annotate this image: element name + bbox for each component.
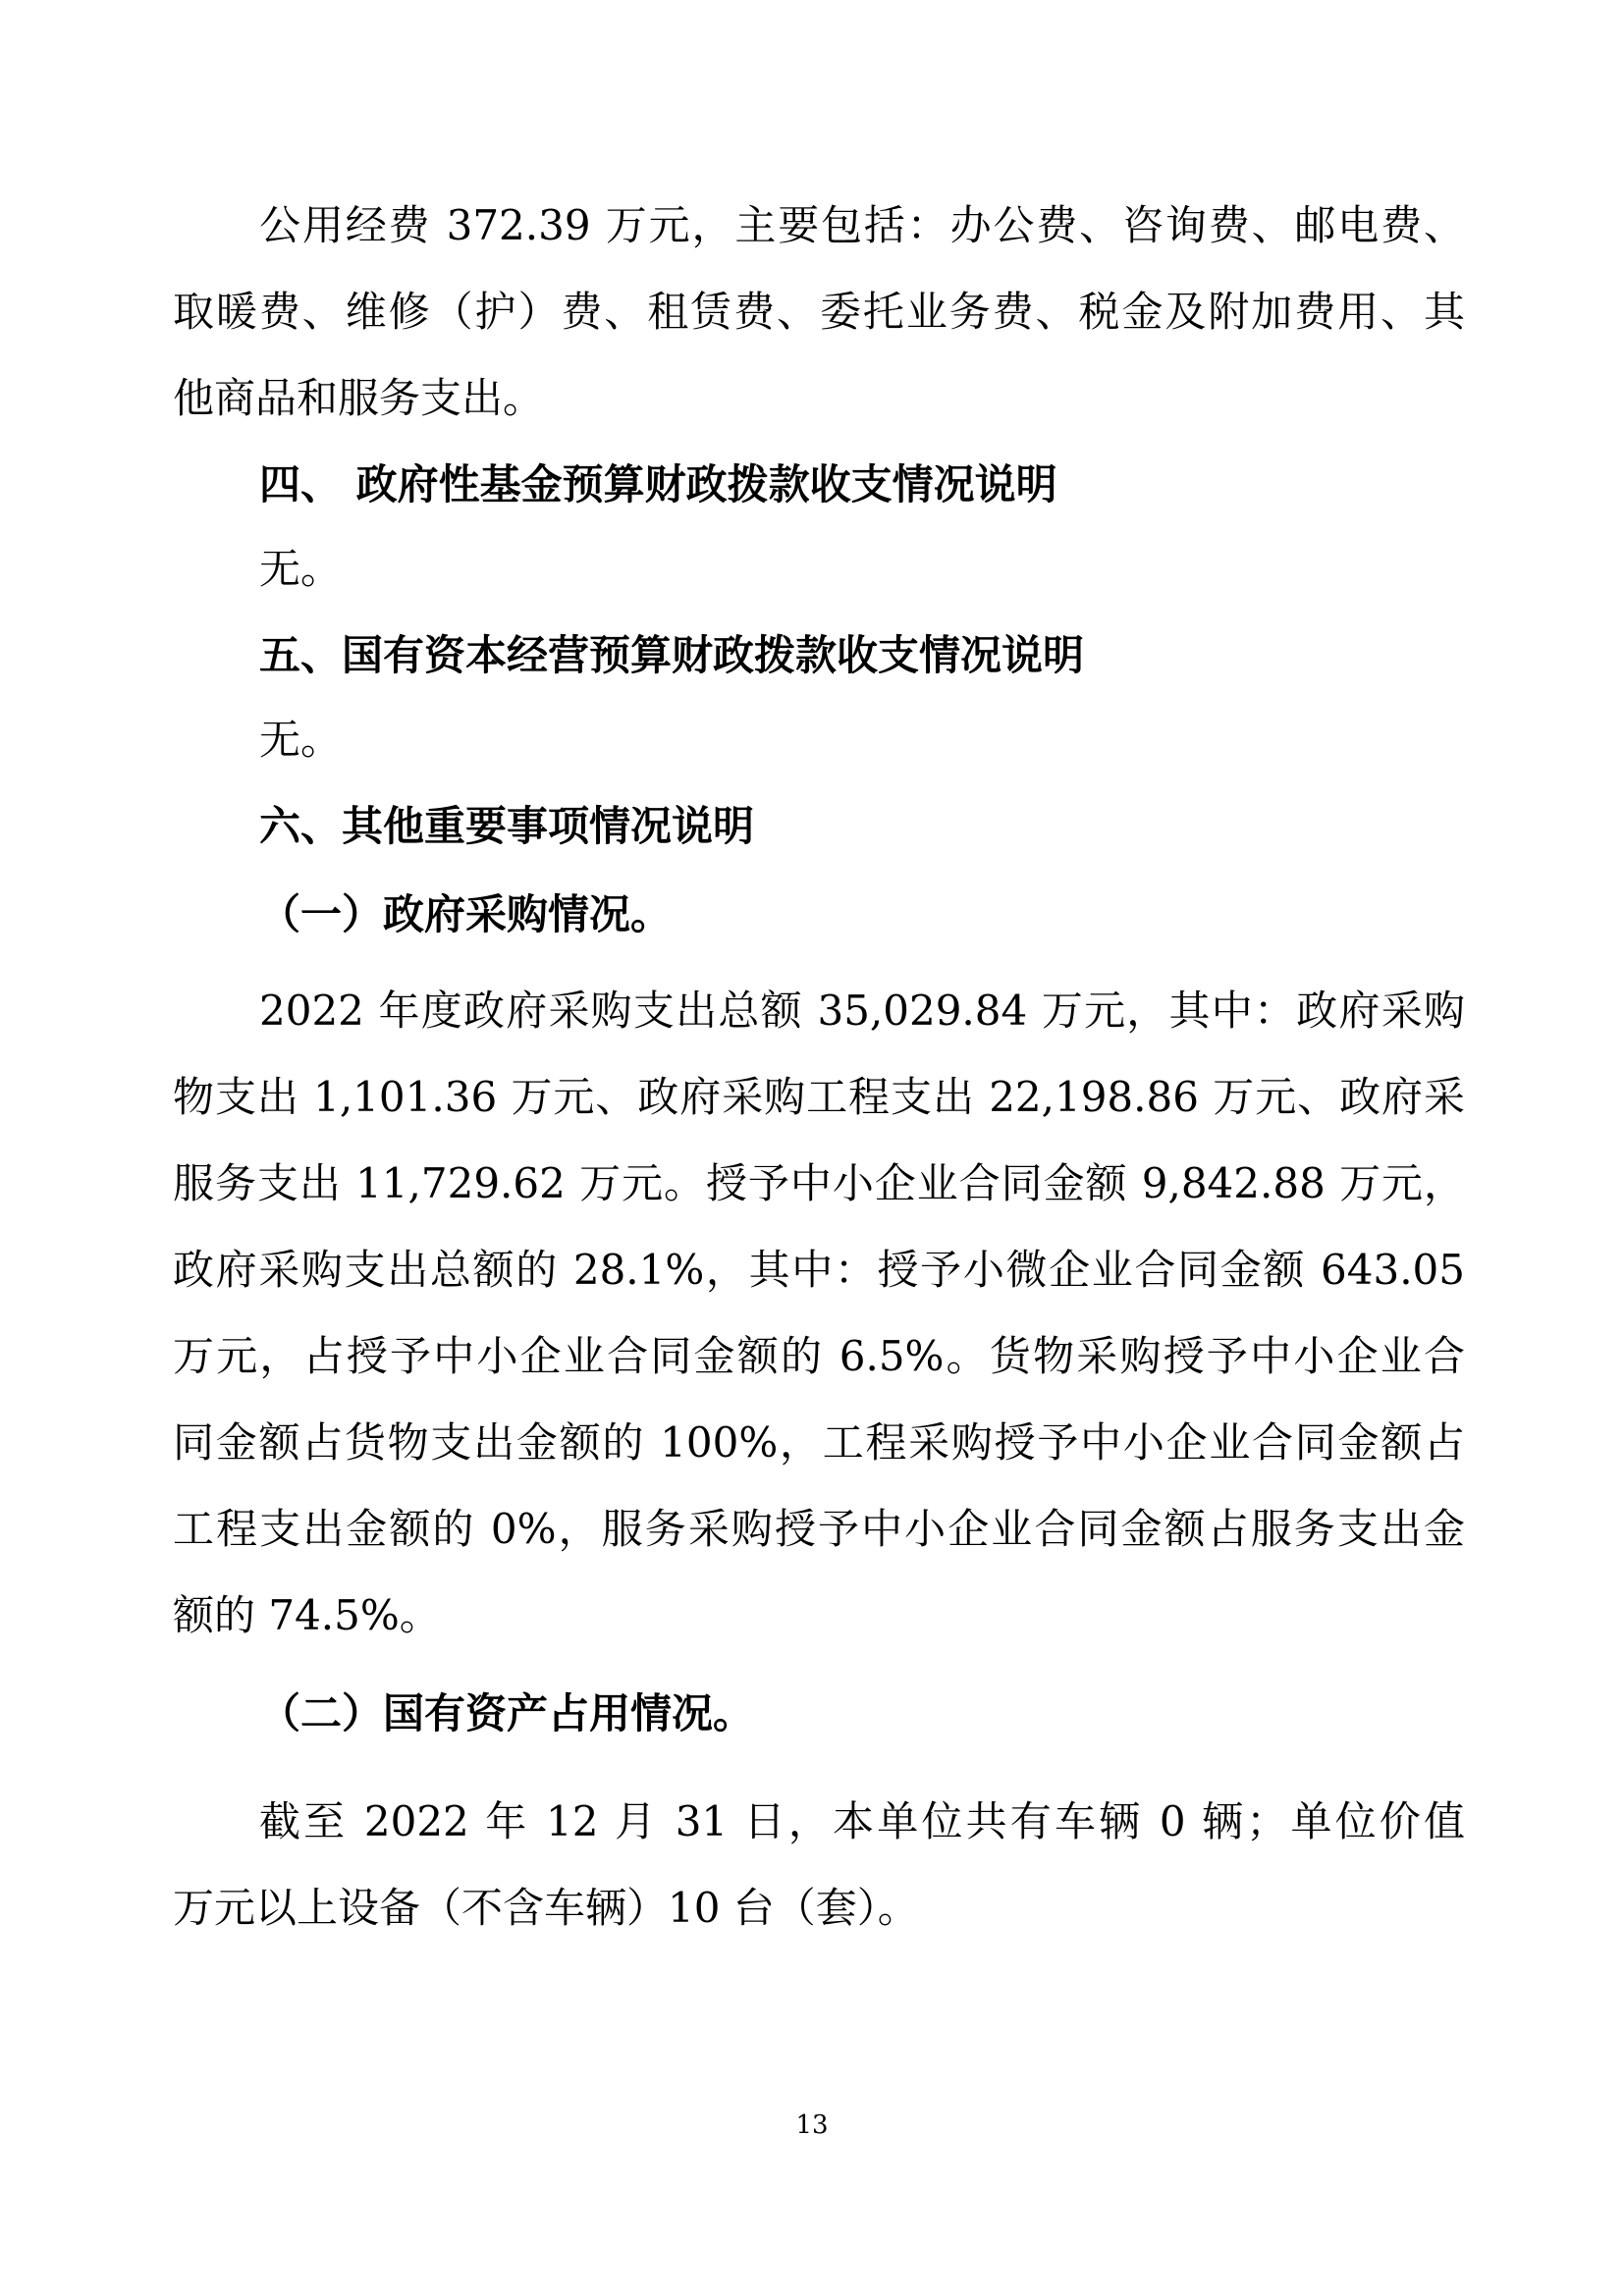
section-5-body: 无。 [259, 716, 343, 764]
section-4-body: 无。 [259, 545, 343, 593]
public-expenses-line-1: 公用经费 372.39 万元，主要包括：办公费、咨询费、邮电费、 [259, 201, 1465, 249]
procurement-line-5: 万元，占授予中小企业合同金额的 6.5%。货物采购授予中小企业合 [173, 1332, 1465, 1380]
page-number: 13 [795, 2110, 829, 2140]
section-6-heading: 六、其他重要事项情况说明 [259, 802, 755, 850]
public-expenses-line-2: 取暖费、维修（护）费、租赁费、委托业务费、税金及附加费用、其 [173, 288, 1465, 336]
public-expenses-line-3: 他商品和服务支出。 [173, 374, 545, 422]
procurement-line-1: 2022 年度政府采购支出总额 35,029.84 万元，其中：政府采购 [259, 987, 1465, 1035]
assets-line-2: 万元以上设备（不含车辆）10 台（套）。 [173, 1884, 919, 1932]
assets-line-1: 截至 2022 年 12 月 31 日，本单位共有车辆 0 辆；单位价值 [259, 1797, 1465, 1845]
assets-subheading: （二）国有资产占用情况。 [259, 1689, 755, 1737]
section-5-heading: 五、国有资本经营预算财政拨款收支情况说明 [259, 631, 1085, 679]
procurement-line-2: 物支出 1,101.36 万元、政府采购工程支出 22,198.86 万元、政府采 [173, 1073, 1465, 1121]
procurement-line-3: 服务支出 11,729.62 万元。授予中小企业合同金额 9,842.88 万元， [173, 1159, 1465, 1207]
procurement-subheading: （一）政府采购情况。 [259, 890, 673, 938]
procurement-line-7: 工程支出金额的 0%，服务采购授予中小企业合同金额占服务支出金 [173, 1505, 1465, 1553]
procurement-line-6: 同金额占货物支出金额的 100%，工程采购授予中小企业合同金额占 [173, 1418, 1465, 1467]
procurement-line-4: 政府采购支出总额的 28.1%，其中：授予小微企业合同金额 643.05 [173, 1246, 1465, 1294]
section-4-heading: 四、 政府性基金预算财政拨款收支情况说明 [259, 460, 1057, 508]
procurement-line-8: 额的 74.5%。 [173, 1591, 441, 1639]
